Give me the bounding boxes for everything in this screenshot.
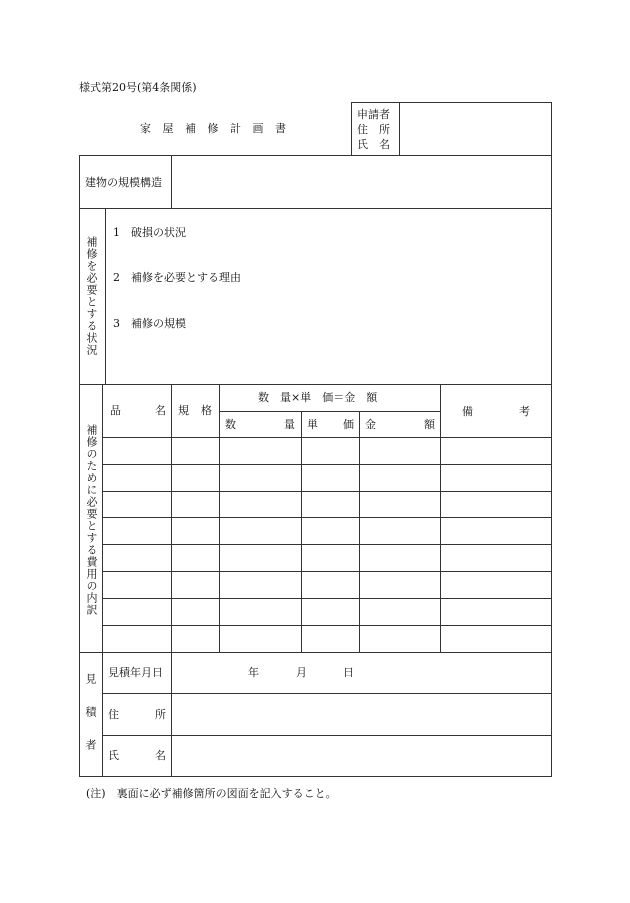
applicant-address-label: 住 所: [357, 123, 390, 136]
condition-item-3-label: 補修の規模: [131, 317, 186, 330]
condition-item-1-number: 1: [113, 226, 120, 239]
applicant-entry-field[interactable]: [400, 103, 550, 155]
applicant-name-label: 氏 名: [357, 138, 390, 151]
estimate-day-label: 日: [343, 666, 354, 679]
col-header-remarks: 備 考: [462, 405, 530, 418]
form-number: 様式第20号(第4条関係): [79, 81, 197, 94]
estimator-address-field[interactable]: [172, 694, 550, 735]
form-title: 家 屋 補 修 計 画 書: [140, 122, 290, 135]
condition-item-1-label: 破損の状況: [131, 226, 186, 239]
estimate-month-label: 月: [296, 666, 307, 679]
estimate-year-label: 年: [248, 666, 259, 679]
condition-item-3-number: 3: [113, 317, 120, 330]
estimator-address-label: 住 所: [108, 708, 166, 721]
condition-item-2-label: 補修を必要とする理由: [131, 271, 241, 284]
cost-row[interactable]: [103, 465, 550, 491]
col-header-amount: 金 額: [365, 418, 435, 431]
estimate-date-field[interactable]: [172, 653, 550, 693]
cost-row[interactable]: [103, 572, 550, 598]
cost-row[interactable]: [103, 492, 550, 517]
cost-row[interactable]: [103, 438, 550, 464]
cost-row[interactable]: [103, 599, 550, 625]
building-structure-label: 建物の規模構造: [85, 176, 162, 189]
estimator-section-label: 見積者: [84, 673, 97, 772]
cost-row[interactable]: [103, 626, 550, 652]
col-header-item-name: 品 名: [110, 404, 166, 417]
condition-section-label: 補修を必要とする状況: [85, 236, 98, 356]
cost-row[interactable]: [103, 518, 550, 544]
cost-row[interactable]: [103, 545, 550, 571]
col-header-quantity: 数 量: [225, 418, 295, 431]
estimator-name-label: 氏 名: [108, 749, 166, 762]
cost-section-label: 補修のために必要とする費用の内訳: [85, 424, 98, 616]
col-header-unit-price: 単 価: [307, 418, 354, 431]
condition-item-2-number: 2: [113, 271, 120, 284]
condition-entry-area[interactable]: [106, 209, 550, 383]
estimator-name-field[interactable]: [172, 736, 550, 776]
estimate-date-label: 見積年月日: [108, 666, 163, 679]
footnote: (注) 裏面に必ず補修箇所の図面を記入すること。: [86, 787, 337, 800]
applicant-label: 申請者: [357, 108, 390, 121]
col-header-spec: 規 格: [178, 404, 212, 417]
building-structure-field[interactable]: [172, 156, 550, 207]
col-header-formula: 数 量×単 価＝金 額: [258, 391, 378, 404]
